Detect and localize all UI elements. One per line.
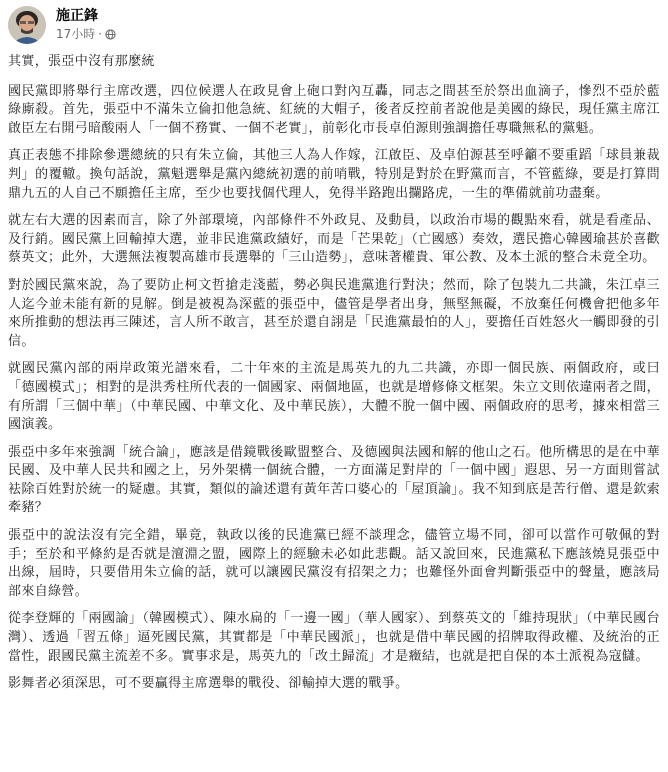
post-paragraph: 對於國民黨來說，為了要防止柯文哲搶走淺藍，勢必與民進黨進行對決；然而，除了包裝九二共識，朱江卓三人迄今並未能有新的見解。倒是被視為深藍的張亞中，儘管是學者出身，無堅無礙，不放棄任何機會把他多年來所推動的想法再三陳述，言人所不敢言，甚至於還自詡是「民進黨最怕的人」，要擔任百姓怒火一觸即發的引信。 — [8, 277, 660, 349]
post-paragraph: 就左右大選的因素而言，除了外部環境，內部條件不外政見、及動員，以政治市場的觀點來看，就是看產品、及行銷。國民黨上回輸掉大選，並非民進黨政績好，而是「芒果乾」（亡國感）奏效，選民擔心韓國瑜甚於喜歡蔡英文；此外，大選無法複製高雄市長選舉的「三山造勢」，意味著權貴、軍公教、及本土派的整合未竟全功。 — [8, 213, 660, 266]
meta-separator: · — [98, 27, 103, 41]
post-paragraph: 從李登輝的「兩國論」（韓國模式）、陳水扁的「一邊一國」（華人國家）、到蔡英文的「維持現狀」（中華民國台灣）、透過「習五條」逼死國民黨，其實都是「中華民國派」，也就是借中華民國的招牌取得政權、及統治的正當性，跟國民黨主流差不多。實事求是，馬英九的「改土歸流」才是癥結，也就是把自保的本土派視為寇讎。 — [8, 611, 660, 664]
post-meta — [56, 27, 116, 41]
avatar-portrait — [8, 6, 46, 44]
post-paragraph: 國民黨即將舉行主席改選，四位候選人在政見會上砲口對內互轟，同志之間甚至於祭出血滴子，慘烈不亞於藍綠廝殺。首先，張亞中不滿朱立倫扣他急統、紅統的大帽子，後者反控前者說他是美國的綠民，現任黨主席江啟臣左右開弓暗酸兩人「一個不務實、一個不老實」，前彰化市長卓伯源則強調擔任專職無私的黨魁。 — [8, 83, 660, 136]
globe-icon[interactable] — [105, 29, 116, 40]
post-time[interactable]: 17小時 — [56, 27, 96, 41]
post-header — [8, 6, 658, 44]
author-name[interactable]: 施正鋒 — [56, 8, 98, 24]
post-paragraph: 張亞中多年來強調「統合論」，應該是借鏡戰後歐盟整合、及德國與法國和解的他山之石。他所構思的是在中華民國、及中華人民共和國之上，另外架構一個統合體，一方面滿足對岸的「一個中國」遐思、另一方面則嘗試袪除百姓對於統一的疑慮。其實，類似的論述還有黃年苦口婆心的「屋頂論」。我不知到底是苦行僧、還是欽索牽豬？ — [8, 444, 660, 516]
post-paragraph: 就國民黨內部的兩岸政策光譜來看，二十年來的主流是馬英九的九二共識，亦即一個民族、兩個政府，或曰「德國模式」；相對的是洪秀柱所代表的一個國家、兩個地區，也就是增修條文框架。朱立文則依違兩者之間，有所謂「三個中華」（中華民國、中華文化、及中華民族），大體不脫一個中國、兩個政府的思考，據來相當三國演義。 — [8, 361, 660, 433]
post-paragraph: 真正表態不排除參選總統的只有朱立倫，其他三人為人作嫁，江啟臣、及卓伯源甚至呼籲不要重蹈「球員兼裁判」的覆轍。換句話說，黨魁選舉是黨內總統初選的前哨戰，特別是對於在野黨而言，不管藍綠，要是打算問鼎九五的人自己不願擔任主席，至少也要找個代理人，免得半路跑出攔路虎，一生的準備就前功盡棄。 — [8, 148, 660, 201]
post-title-paragraph: 其實，張亞中沒有那麼統 — [8, 54, 155, 69]
post-body — [8, 53, 660, 703]
post-paragraph: 張亞中的說法沒有完全錯，畢竟，執政以後的民進黨已經不談理念，儘管立場不同，卻可以當作可敬佩的對手；至於和平條約是否就是澶淵之盟，國際上的經驗未必如此悲觀。話又說回來，民進黨私下應該燒見張亞中出線，屆時，只要借用朱立倫的話，就可以讓國民黨沒有招架之力；也難怪外面會判斷張亞中的聲量，應該局部來自綠營。 — [8, 528, 660, 599]
post-paragraph: 影舞者必須深思，可不要贏得主席選舉的戰役、卻輸掉大選的戰爭。 — [8, 676, 409, 692]
avatar[interactable] — [8, 6, 46, 44]
